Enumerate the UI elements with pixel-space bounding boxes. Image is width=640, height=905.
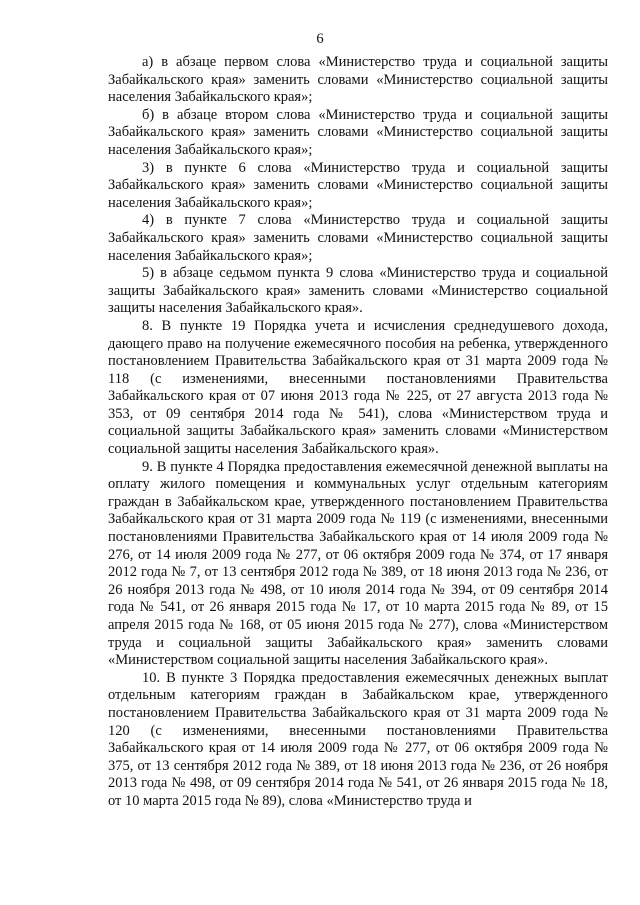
paragraph-item-8: 8. В пункте 19 Порядка учета и исчисления среднедушевого дохода, дающего право на получение ежемесячного пособия на ребенка, утвержденного постановлением Правительства Забайкальского края от 31 марта 2009 года № 118 (с изменениями, внесенными постановлениями Правительства Забайкальского края от 07 июня 2013 года № 225, от 27 августа 2013 года № 353, от 09 сентября 2014 года № 541), слова «Министерством труда и социальной защиты Забайкальского края» заменить словами «Министерством социальной защиты населения Забайкальского края». <box>108 317 608 458</box>
paragraph-subitem-4: 4) в пункте 7 слова «Министерство труда и социальной защиты Забайкальского края» заменить словами «Министерство социальной защиты населения Забайкальского края»; <box>108 212 608 264</box>
paragraph-subitem-b: б) в абзаце втором слова «Министерство труда и социальной защиты Забайкальского края» заменить словами «Министерство социальной защиты населения Забайкальского края»; <box>108 106 608 158</box>
paragraph-subitem-3: 3) в пункте 6 слова «Министерство труда и социальной защиты Забайкальского края» заменить словами «Министерство социальной защиты населения Забайкальского края»; <box>108 159 608 211</box>
page-number: 6 <box>316 31 324 47</box>
paragraph-subitem-a: а) в абзаце первом слова «Министерство труда и социальной защиты Забайкальского края» заменить словами «Министерство социальной защиты населения Забайкальского края»; <box>108 54 608 106</box>
paragraph-item-9: 9. В пункте 4 Порядка предоставления ежемесячной денежной выплаты на оплату жилого помещения и коммунальных услуг отдельным категориям граждан в Забайкальском крае, утвержденного постановлением Правительства Забайкальского края от 31 марта 2009 года № 119 (с изменениями, внесенными постановлениями Правительства Забайкальского края от 14 июля 2009 года № 276, от 14 июля 2009 года № 277, от 06 октября 2009 года № 374, от 17 января 2012 года № 7, от 13 сентября 2012 года № 389, от 18 июня 2013 года № 236, от 26 ноября 2013 года № 498, от 10 июля 2014 года № 394, от 09 сентября 2014 года № 541, от 26 января 2015 года № 17, от 10 марта 2015 года № 89, от 15 апреля 2015 года № 168, от 05 июня 2015 года № 277), слова «Министерством труда и социальной защиты Забайкальского края» заменить словами «Министерством социальной защиты населения Забайкальского края». <box>108 458 608 669</box>
paragraph-subitem-5: 5) в абзаце седьмом пункта 9 слова «Министерство труда и социальной защиты Забайкальского края» заменить словами «Министерство социальной защиты населения Забайкальского края». <box>108 265 608 317</box>
paragraph-item-10: 10. В пункте 3 Порядка предоставления ежемесячных денежных выплат отдельным категориям граждан в Забайкальском крае, утвержденного постановлением Правительства Забайкальского края от 31 марта 2009 года № 120 (с изменениями, внесенными постановлениями Правительства Забайкальского края от 14 июля 2009 года № 277, от 06 октября 2009 года № 375, от 13 сентября 2012 года № 389, от 18 июня 2013 года № 236, от 26 ноября 2013 года № 498, от 09 сентября 2014 года № 541, от 26 января 2015 года № 18, от 10 марта 2015 года № 89), слова «Министерство труда и <box>108 669 608 809</box>
document-body <box>108 54 608 811</box>
